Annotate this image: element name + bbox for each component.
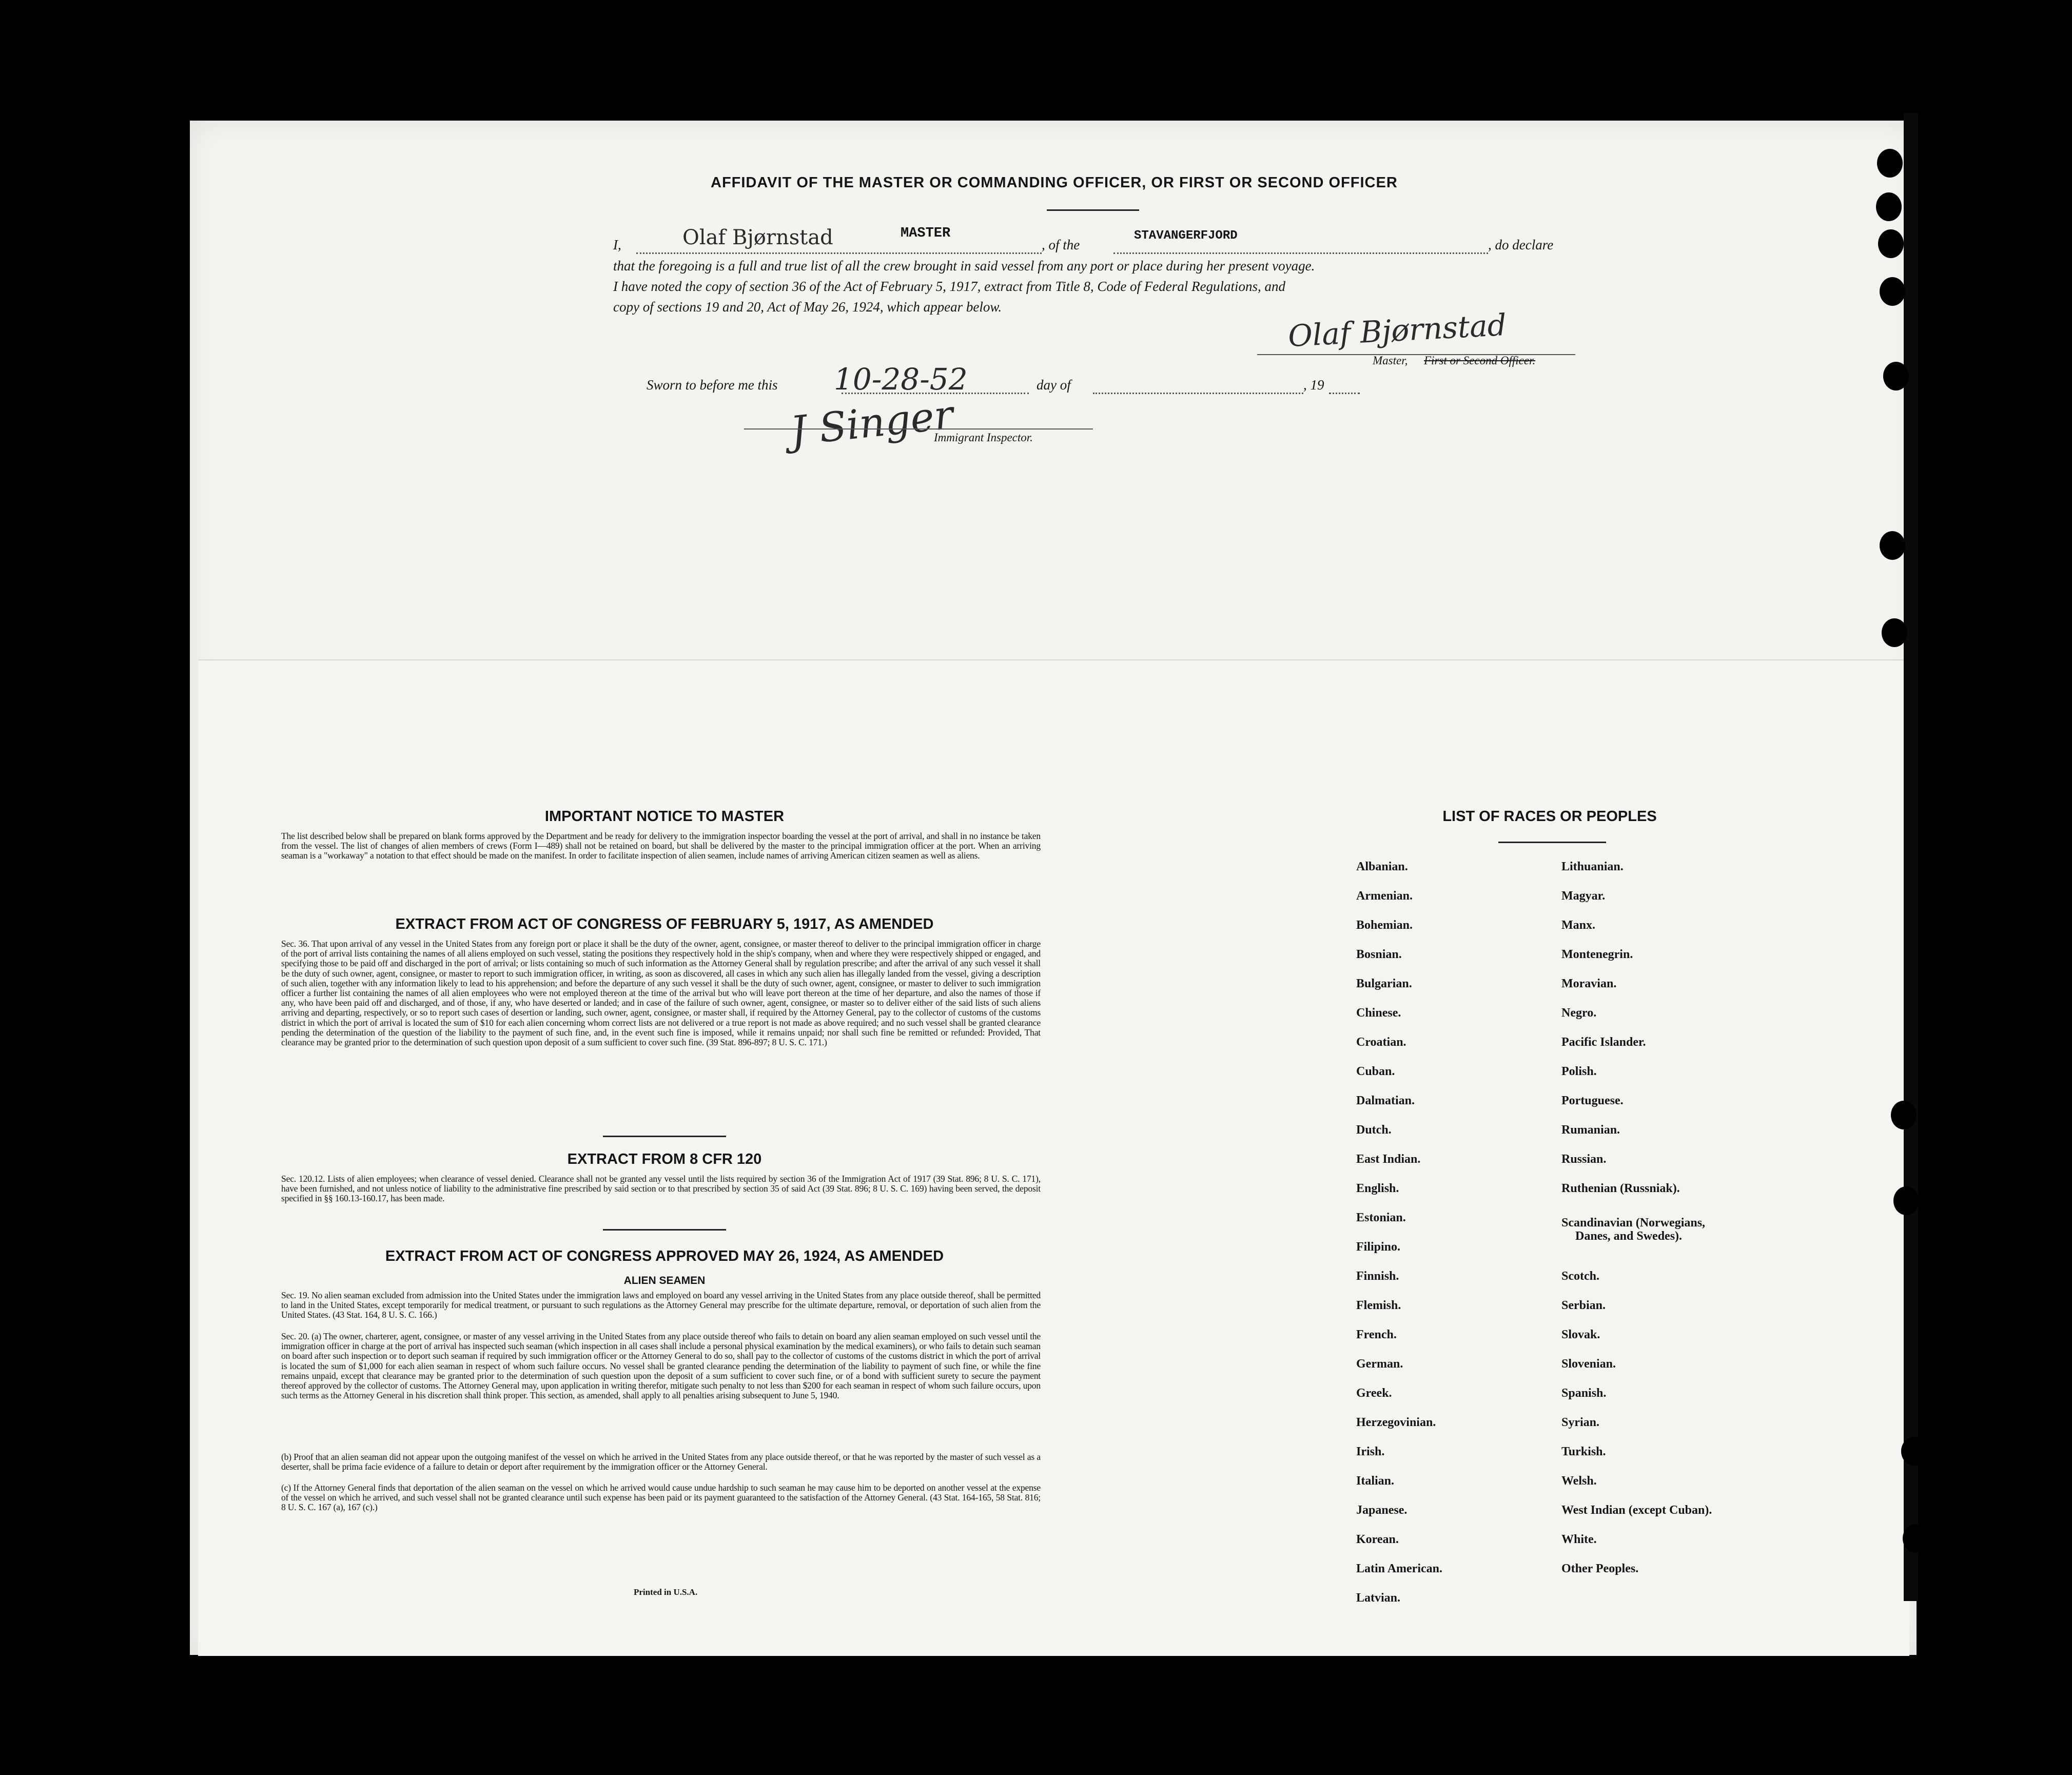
extract-cfr-text: Sec. 120.12. Lists of alien employees; when clearance of vessel denied. Clearance shall not be granted any vessel until the lists required by section 36 of the Immigration Act of 1917 (39 Stat. 896; 8 U. S. C. 171), have been furnished, and not unless notice of liability to the administrative fine prescribed by said section or to that prescribed by section 35 of said Act (39 Stat. 896; 8 U. S. C. 169) having been served, the deposit specified in §§ 160.13-160.17, has been made. — [281, 1174, 1041, 1204]
punch-hole-icon — [1880, 277, 1905, 306]
race-item: Japanese. — [1356, 1504, 1408, 1517]
race-item: Dutch. — [1356, 1123, 1392, 1137]
race-item: Spanish. — [1561, 1387, 1607, 1400]
punch-hole-icon — [1880, 531, 1905, 560]
sec-20a-text: Sec. 20. (a) The owner, charterer, agent, consignee, or master of any vessel arriving in the United States from any place outside thereof who fails to detain on board any alien seaman employed on such vessel until the immigration officer in charge at the port of arrival has inspected such seaman (which inspection in all cases shall include a personal physical examination by the medical examiners), or who fails to detain such seaman on board after such inspection or to deport such seaman if required by such immigration officer or the Attorney General to do so, shall pay to the collector of customs of the customs district in which the port of arrival is located the sum of $1,000 for each alien seaman in respect of whom such failure occurs. No vessel shall be granted clearance pending the determination of the liability to payment of such fine, or while the fine remains unpaid, except that clearance may be granted prior to the determination of such question upon the deposit of a sum sufficient to cover such fine, or of a bond with sufficient surety to secure the payment thereof approved by the collector of customs. The Attorney General may, upon application in writing therefor, mitigate such penalty to not less than $200 for each seaman in respect of whom such failure occurs, upon such terms as the Attorney General in his discretion shall think proper. This section, as amended, shall apply to all penalties arising subsequent to June 5, 1940. — [281, 1331, 1041, 1401]
race-item: German. — [1356, 1357, 1403, 1371]
vessel-line — [1113, 252, 1488, 254]
race-item: Manx. — [1561, 919, 1595, 932]
race-item: Filipino. — [1356, 1240, 1401, 1254]
race-item: English. — [1356, 1182, 1399, 1195]
race-item: Estonian. — [1356, 1211, 1406, 1224]
race-item: Finnish. — [1356, 1270, 1399, 1283]
races-title-rule — [1498, 842, 1606, 843]
inspector-label: Immigrant Inspector. — [934, 431, 1033, 444]
race-item: Other Peoples. — [1561, 1562, 1639, 1575]
race-item: Italian. — [1356, 1474, 1395, 1488]
race-item: Latin American. — [1356, 1562, 1442, 1575]
master-label: Master, — [1373, 354, 1408, 367]
race-item: East Indian. — [1356, 1153, 1421, 1166]
race-item: Danes, and Swedes). — [1575, 1230, 1683, 1243]
punch-hole-icon — [1877, 149, 1903, 178]
sec-20b-text: (b) Proof that an alien seaman did not appear upon the outgoing manifest of the vessel on which he arrived in the United States from any place outside thereof, or that he was reported by the master of such vessel as a deserter, shall be prima facie evidence of a failure to detain or deport after requirement by the immigration officer or the Attorney General. — [281, 1452, 1041, 1472]
extract-1917-title: EXTRACT FROM ACT OF CONGRESS OF FEBRUARY 5, 1917, AS AMENDED — [395, 916, 934, 932]
race-item: Magyar. — [1561, 889, 1606, 903]
race-item: Lithuanian. — [1561, 860, 1624, 873]
affidavit-title: AFFIDAVIT OF THE MASTER OR COMMANDING OFFICER, OR FIRST OR SECOND OFFICER — [711, 174, 1398, 191]
race-item: Slovenian. — [1561, 1357, 1616, 1371]
page-edge-shadow — [1904, 113, 1918, 1601]
notice-title: IMPORTANT NOTICE TO MASTER — [544, 808, 785, 825]
sec-19-text: Sec. 19. No alien seaman excluded from admission into the United States under the immigration laws and employed on board any vessel arriving in the United States from any place outside thereof, shall be permitted to land in the United States, except temporarily for medical treatment, or pursuant to such regulations as the Attorney General may prescribe for the ultimate departure, removal, or deportation of such alien from the United States. (43 Stat. 164, 8 U. S. C. 166.) — [281, 1290, 1041, 1320]
affidavit-i-label: I, — [613, 237, 621, 252]
race-item: Welsh. — [1561, 1474, 1597, 1488]
extract-1924-title: EXTRACT FROM ACT OF CONGRESS APPROVED MAY 26, 1924, AS AMENDED — [385, 1248, 944, 1264]
race-item: Cuban. — [1356, 1065, 1395, 1078]
vessel-name: STAVANGERFJORD — [1134, 229, 1238, 243]
race-item: Flemish. — [1356, 1299, 1401, 1312]
alien-seamen-subtitle: ALIEN SEAMEN — [623, 1275, 706, 1286]
race-item: Polish. — [1561, 1065, 1597, 1078]
punch-hole-icon — [1883, 362, 1909, 391]
title-rule — [1047, 209, 1139, 211]
race-item: Negro. — [1561, 1006, 1597, 1020]
section-divider — [603, 1136, 726, 1137]
race-item: Scotch. — [1561, 1270, 1599, 1283]
race-item: Syrian. — [1561, 1416, 1600, 1429]
race-item: Ruthenian (Russniak). — [1561, 1182, 1680, 1195]
race-item: White. — [1561, 1533, 1597, 1546]
race-item: Serbian. — [1561, 1299, 1606, 1312]
inspector-signature: J Singer — [788, 392, 955, 455]
race-item: West Indian (except Cuban). — [1561, 1504, 1712, 1517]
extract-cfr-title: EXTRACT FROM 8 CFR 120 — [567, 1151, 762, 1167]
race-item: French. — [1356, 1328, 1397, 1341]
name-line — [636, 252, 1042, 254]
race-item: Dalmatian. — [1356, 1094, 1415, 1107]
race-item: Herzegovinian. — [1356, 1416, 1436, 1429]
sec-20c-text: (c) If the Attorney General finds that deportation of the alien seaman on the vessel on which he arrived would cause undue hardship to such seaman he may cause him to be deported on another vessel at the expense of the vessel on which he arrived, and such vessel shall not be granted clearance until such expense has been paid or its payment guaranteed to the satisfaction of the Attorney General. (43 Stat. 164-165, 58 Stat. 816; 8 U. S. C. 167 (a), 167 (c).) — [281, 1483, 1041, 1513]
race-item: Rumanian. — [1561, 1123, 1620, 1137]
section-divider — [603, 1229, 726, 1231]
year-label: , 19 — [1303, 377, 1324, 393]
punch-hole-icon — [1903, 1524, 1928, 1553]
punch-hole-icon — [1882, 618, 1907, 647]
race-item: Slovak. — [1561, 1328, 1600, 1341]
race-item: Croatian. — [1356, 1036, 1406, 1049]
struck-officer-label: First or Second Officer. — [1424, 354, 1536, 367]
race-item: Scandinavian (Norwegians, — [1561, 1216, 1706, 1230]
punch-hole-icon — [1891, 1101, 1917, 1129]
month-line — [1093, 393, 1303, 394]
year-line — [1329, 393, 1360, 394]
race-item: Greek. — [1356, 1387, 1392, 1400]
affidavit-line-4: copy of sections 19 and 20, Act of May 26, 1924, which appear below. — [613, 299, 1002, 315]
do-declare-label: , do declare — [1488, 237, 1554, 252]
sworn-date: 10-28-52 — [834, 362, 968, 397]
affidavit-line-2: that the foregoing is a full and true list of all the crew brought in said vessel from any port or place during her present voyage. — [613, 258, 1315, 274]
race-item: Bohemian. — [1356, 919, 1413, 932]
race-item: Montenegrin. — [1561, 948, 1633, 961]
inspector-line — [744, 428, 1093, 430]
of-the-label: , of the — [1042, 237, 1080, 252]
punch-hole-icon — [1876, 192, 1902, 221]
race-item: Latvian. — [1356, 1591, 1401, 1605]
race-item: Armenian. — [1356, 889, 1413, 903]
extract-1917-text: Sec. 36. That upon arrival of any vessel in the United States from any foreign port or place it shall be the duty of the owner, agent, consignee, or master thereof to deliver to the principal immigration officer in charge of the port of arrival lists containing the names of all aliens employed on such vessel, stating the positions they respectively hold in the ship's company, when and where they were respectively shipped or engaged, and specifying those to be paid off and discharged in the port of arrival; or lists containing so much of such information as the Attorney General shall by regulation prescribe; and after the arrival of any such vessel it shall be the duty of such owner, agent, consignee, or master to report to such immigration officer, in writing, as soon as discovered, all cases in which any such alien has illegally landed from the vessel, giving a description of such alien, together with any information likely to lead to his apprehension; and before the departure of any such vessel it shall be the duty of such owner, agent, consignee, or master to deliver to such immigration officer a further list containing the names of all alien employees who were not employed thereon at the time of the arrival but who will leave port thereon at the time of her departure, and also the names of those if any, who have been paid off and discharged, and of those, if any, who have deserted or landed; and in case of the failure of such owner, agent, consignee, or master so to deliver either of the said lists of such aliens arriving and departing, respectively, or so to report such cases of desertion or landing, such owner, agent, consignee, or master shall, if required by the Attorney General, pay to the collector of customs of the customs district in which the port of arrival is located the sum of $10 for each alien concerning whom correct lists are not delivered or a true report is not made as above required; and no such vessel shall be granted clearance pending the determination of the question of the liability to the payment of such fine, and, in the event such fine is imposed, while it remains unpaid; nor shall such fine be remitted or refunded: Provided, That clearance may be granted prior to the determination of such question upon deposit of a sum sufficient to cover such fine. (39 Stat. 896-897; 8 U. S. C. 171.) — [281, 939, 1041, 1048]
race-item: Moravian. — [1561, 977, 1617, 990]
punch-hole-icon — [1901, 1437, 1927, 1466]
race-item: Russian. — [1561, 1153, 1607, 1166]
races-title: LIST OF RACES OR PEOPLES — [1442, 808, 1657, 825]
race-item: Korean. — [1356, 1533, 1399, 1546]
day-of-label: day of — [1037, 377, 1071, 393]
rank-value: MASTER — [901, 226, 951, 241]
notice-text: The list described below shall be prepared on blank forms approved by the Department and be ready for delivery to the immigration inspector boarding the vessel at the port of arrival, and shall in no instance be taken from the vessel. The list of changes of alien members of crews (Form I—489) shall not be retained on board, but shall be delivered by the master to the principal immigration officer at the port. When an arriving seaman is a "workaway" a notation to that effect should be made on the manifest. In order to facilitate inspection of alien seamen, include names of arriving American citizen seamen as well as aliens. — [281, 831, 1041, 861]
punch-hole-icon — [1878, 229, 1904, 258]
race-item: Chinese. — [1356, 1006, 1401, 1020]
master-signature: Olaf Bjørnstad — [1287, 307, 1508, 354]
sworn-label: Sworn to before me this — [647, 377, 778, 393]
race-item: Bulgarian. — [1356, 977, 1412, 990]
punch-hole-icon — [1893, 1186, 1919, 1215]
master-name: Olaf Bjørnstad — [682, 226, 833, 249]
race-item: Pacific Islander. — [1561, 1036, 1646, 1049]
affidavit-line-3: I have noted the copy of section 36 of the Act of February 5, 1917, extract from Title 8, Code of Federal Regulations, and — [613, 279, 1286, 294]
printed-in-usa: Printed in U.S.A. — [634, 1587, 698, 1597]
race-item: Bosnian. — [1356, 948, 1402, 961]
race-item: Turkish. — [1561, 1445, 1606, 1458]
race-item: Irish. — [1356, 1445, 1385, 1458]
race-item: Albanian. — [1356, 860, 1408, 873]
race-item: Portuguese. — [1561, 1094, 1624, 1107]
